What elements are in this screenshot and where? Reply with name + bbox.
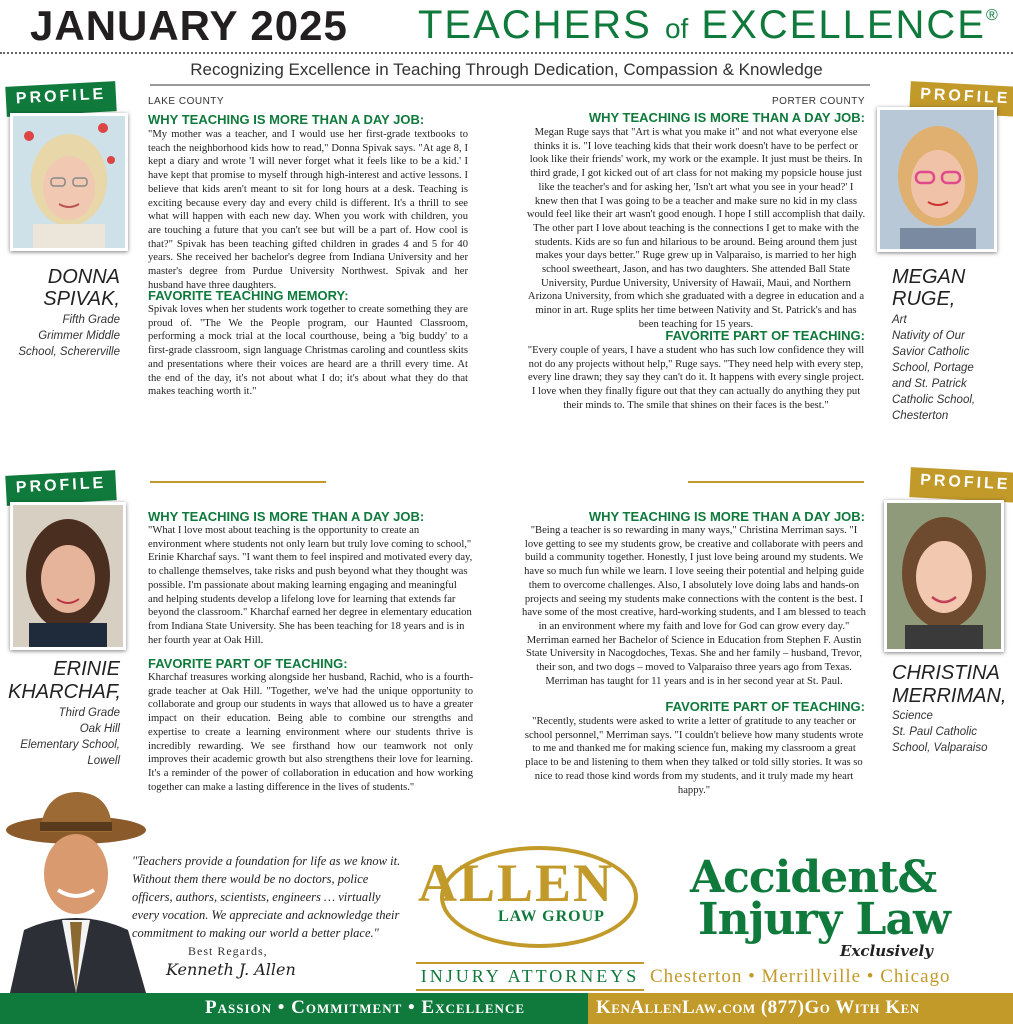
allen-logo-subtext: LAW GROUP xyxy=(498,908,605,925)
title-part-1: TEACHERS xyxy=(418,3,652,47)
registered-mark: ® xyxy=(985,7,1000,24)
teacher-school-line: St. Paul Catholic xyxy=(892,726,978,738)
teacher-first-name: CHRISTINA xyxy=(892,662,1000,684)
section-text: "What I love most about teaching is the opportunity to create an environment where students not only learn but truly love coming to school," Erinie Kharchaf says. "I want them to feel inspired and motivated every day, to challenge themselves, take risks and push beyond what they thought was possible. I'm passionate about making learning engaging and meaningful and helping students develop a lifelong love for learning that extends far beyond the classroom." Kharchaf earned her degree in elementary education from Indiana State University. She has been teaching for 18 years and is in her fourth year at Oak Hill. xyxy=(148,525,473,646)
teacher-photo xyxy=(10,113,128,251)
section-text: "Being a teacher is so rewarding in many ways," Christina Merriman says. "I love getting to see my students grow, be creative and collaborate with peers and build a community together. Honestly, I just love being around my students. We have so much fun while we learn. I love seeing their potential and helping guide them to overcome challenges. Also, I absolutely love doing labs and hands-on projects and seeing my students make connections with the content is the best. I have some of the most creative, hard-working students, and I am blessed to teach in an environment where my faith and love for God can grow every day." Merriman earned her Bachelor of Science in Education from Stephen F. Austin State University in Nacogdoches, Texas. She and her family – husband, Trevor, their son, and two dogs – moved to Valparaiso three years ago from Texas. Merriman has taught for 11 years and is in her second year at St. Paul. xyxy=(522,525,866,687)
section-text: "My mother was a teacher, and I would use her first-grade textbooks to teach the neighborhood kids how to read," Donna Spivak says. "At age 8, I kept a diary and wrote 'I will never forget what it feels like to be a kid.' I have kept that promise to myself through high-interest and active lessons. I believe that kids aren't meant to sit for long hours at a desk. Teaching is exciting because every day and every child is different. It's a thrill to see what will happen with each new day. When you work with children, you are touching a future that you can't see but will be a part of. How cool is that?" Spivak has been teaching gifted children in grades 4 and 5 for 40 years. She received her bachelor's degree from Indiana University and her master's degree from Purdue University Northwest. Spivak and her husband have three daughters. xyxy=(148,129,468,291)
regards: Best Regards, xyxy=(188,944,268,958)
section-divider xyxy=(688,481,864,483)
teacher-school-line: and St. Patrick xyxy=(892,378,967,390)
issue-date: JANUARY 2025 xyxy=(30,2,348,49)
teacher-grade: Art xyxy=(892,314,907,326)
teacher-school-line: School, Valparaiso xyxy=(892,742,988,754)
profile-tag: PROFILE xyxy=(5,470,117,506)
office-cities: Chesterton • Merrillville • Chicago xyxy=(650,966,951,987)
teacher-last-name: MERRIMAN, xyxy=(892,685,1007,707)
allen-logo-text: ALLEN xyxy=(418,853,615,913)
section-heading: FAVORITE PART OF TEACHING: xyxy=(665,699,865,714)
section-text: "Every couple of years, I have a student who has such low confidence they will not do any projects without help," Ruge says. "They need help with every step, every line drawn; they say they can't do it. It happens with every single project. I love when they finally figure out that they can actually do anything they put their minds to. The smile that shines on their faces is the best." xyxy=(527,345,865,411)
teacher-grade: Third Grade xyxy=(58,707,120,719)
teacher-photo xyxy=(877,107,997,252)
profile-tag: PROFILE xyxy=(909,467,1013,503)
teacher-school-line: Grimmer Middle xyxy=(38,330,120,342)
teacher-school-line: School, Portage xyxy=(892,362,974,374)
section-text: Megan Ruge says that "Art is what you make it" and not what everyone else thinks it is. "I love teaching kids that their work doesn't have to be perfect or look like their friends' work, my work or the example. It just must be theirs. In third grade, I got kicked out of art class for not making my popsicle house just like the teacher's and for asking her, 'Isn't art what you see in your head?' I knew then that I was going to be a teacher and make sure no kid in my class would feel like their art wasn't good enough. I hope I still accomplish that daily. The other part I love about teaching is the connections I get to make with the students. Kids are so fun and hilarious to be around. Being around them just makes your days better." Ruge grew up in Valparaiso, is married to her high school sweetheart, Jason, and has two daughters. She attended Ball State University, Purdue University, University of Hawaii, Maui, and Northern Arizona University, from which she graduated with a degree in education and a minor in art. Ruge splits her time between Nativity and St. Patrick's and has been teaching for 15 years. xyxy=(526,127,866,330)
teacher-grade: Fifth Grade xyxy=(62,314,120,326)
section-text: Spivak loves when her students work together to create something they are proud of. "The We the People program, our Haunted Classroom, performing a mock trial at the local courthouse, being a 'big buddy' to a first-grade classroom, sign language Christmas caroling and countless skits and presentations where their voices are heard are a thrill every time. At the end of the day, it's not about what I do; it's about what they do that makes teaching worth it." xyxy=(148,304,468,398)
teacher-school-line: Lowell xyxy=(87,755,120,767)
title-of: of xyxy=(664,13,689,44)
exclusively: Exclusively xyxy=(840,942,933,960)
section-heading: WHY TEACHING IS MORE THAN A DAY JOB: xyxy=(148,509,425,524)
teacher-grade: Science xyxy=(892,710,933,722)
accident-logo-line1: Accident& xyxy=(690,852,937,903)
header-divider xyxy=(0,52,1013,54)
teacher-first-name: MEGAN xyxy=(892,266,966,288)
accident-logo-line2: Injury Law xyxy=(698,894,950,945)
subtitle-underline xyxy=(150,84,870,86)
teacher-last-name: RUGE, xyxy=(892,288,956,310)
teacher-photo xyxy=(10,502,126,650)
section-divider xyxy=(150,481,326,483)
teacher-school-line: Elementary School, xyxy=(20,739,120,751)
section-text: "Recently, students were asked to write a letter of gratitude to any teacher or school personnel," Merriman says. "I couldn't believe how many students wrote to me and thanked me for making science fun, making my classroom a great place to be and listening to them when they talked or told silly stories. It was so nice to read those kind words from my students, and it truly made my heart happy." xyxy=(524,716,864,796)
section-heading: FAVORITE PART OF TEACHING: xyxy=(148,656,348,671)
title-part-2: EXCELLENCE xyxy=(701,3,986,47)
attorney-photo xyxy=(0,790,150,993)
section-heading: FAVORITE PART OF TEACHING: xyxy=(665,328,865,343)
section-heading: FAVORITE TEACHING MEMORY: xyxy=(148,288,349,303)
teacher-school-line: Oak Hill xyxy=(79,723,120,735)
teacher-first-name: ERINIE xyxy=(53,658,120,680)
publication-title xyxy=(418,3,1000,48)
section-heading: WHY TEACHING IS MORE THAN A DAY JOB: xyxy=(588,509,865,524)
signature: Kenneth J. Allen xyxy=(166,960,296,979)
teacher-last-name: SPIVAK, xyxy=(43,288,120,310)
attorney-quote: "Teachers provide a foundation for life as we know it. Without them there would be no doctors, police officers, authors, scientists, engineers … virtually every vocation. We appreciate and acknowledge their commitment to making our world a better place." xyxy=(132,854,401,940)
teacher-school-line: Savior Catholic xyxy=(892,346,970,358)
county-label: LAKE COUNTY xyxy=(148,96,225,107)
teacher-last-name: KHARCHAF, xyxy=(8,681,121,703)
footer-contact[interactable]: KenAllenLaw.com (877)Go With Ken xyxy=(596,997,920,1018)
section-text: Kharchaf treasures working alongside her husband, Rachid, who is a fourth-grade teacher at Oak Hill. "Together, we've had the unique opportunity to collaborate and group our students in ways that allowed us to have a greater impact on their education. Being able to combine our strengths and expertise to create a learning environment where our students thrive is incredibly rewarding. We see firsthand how our teamwork not only improves their academic growth but also strengthens their love for learning. It's a reminder of the power of collaboration in education and how working together can make a lasting difference in the lives of students." xyxy=(148,672,473,793)
profile-tag: PROFILE xyxy=(5,81,117,117)
county-label: PORTER COUNTY xyxy=(772,96,865,107)
profile-tag: PROFILE xyxy=(909,81,1013,117)
teacher-photo xyxy=(884,500,1004,652)
teacher-school-line: Nativity of Our xyxy=(892,330,965,342)
section-heading: WHY TEACHING IS MORE THAN A DAY JOB: xyxy=(588,110,865,125)
footer-motto: Passion • Commitment • Excellence xyxy=(205,997,525,1018)
teacher-first-name: DONNA xyxy=(47,266,120,288)
injury-attorneys: INJURY ATTORNEYS xyxy=(416,962,644,991)
teacher-school-line: School, Schererville xyxy=(18,346,120,358)
teacher-school-line: Chesterton xyxy=(892,410,949,422)
subtitle: Recognizing Excellence in Teaching Through Dedication, Compassion & Knowledge xyxy=(190,60,823,79)
teacher-school-line: Catholic School, xyxy=(892,394,976,406)
section-heading: WHY TEACHING IS MORE THAN A DAY JOB: xyxy=(148,112,425,127)
